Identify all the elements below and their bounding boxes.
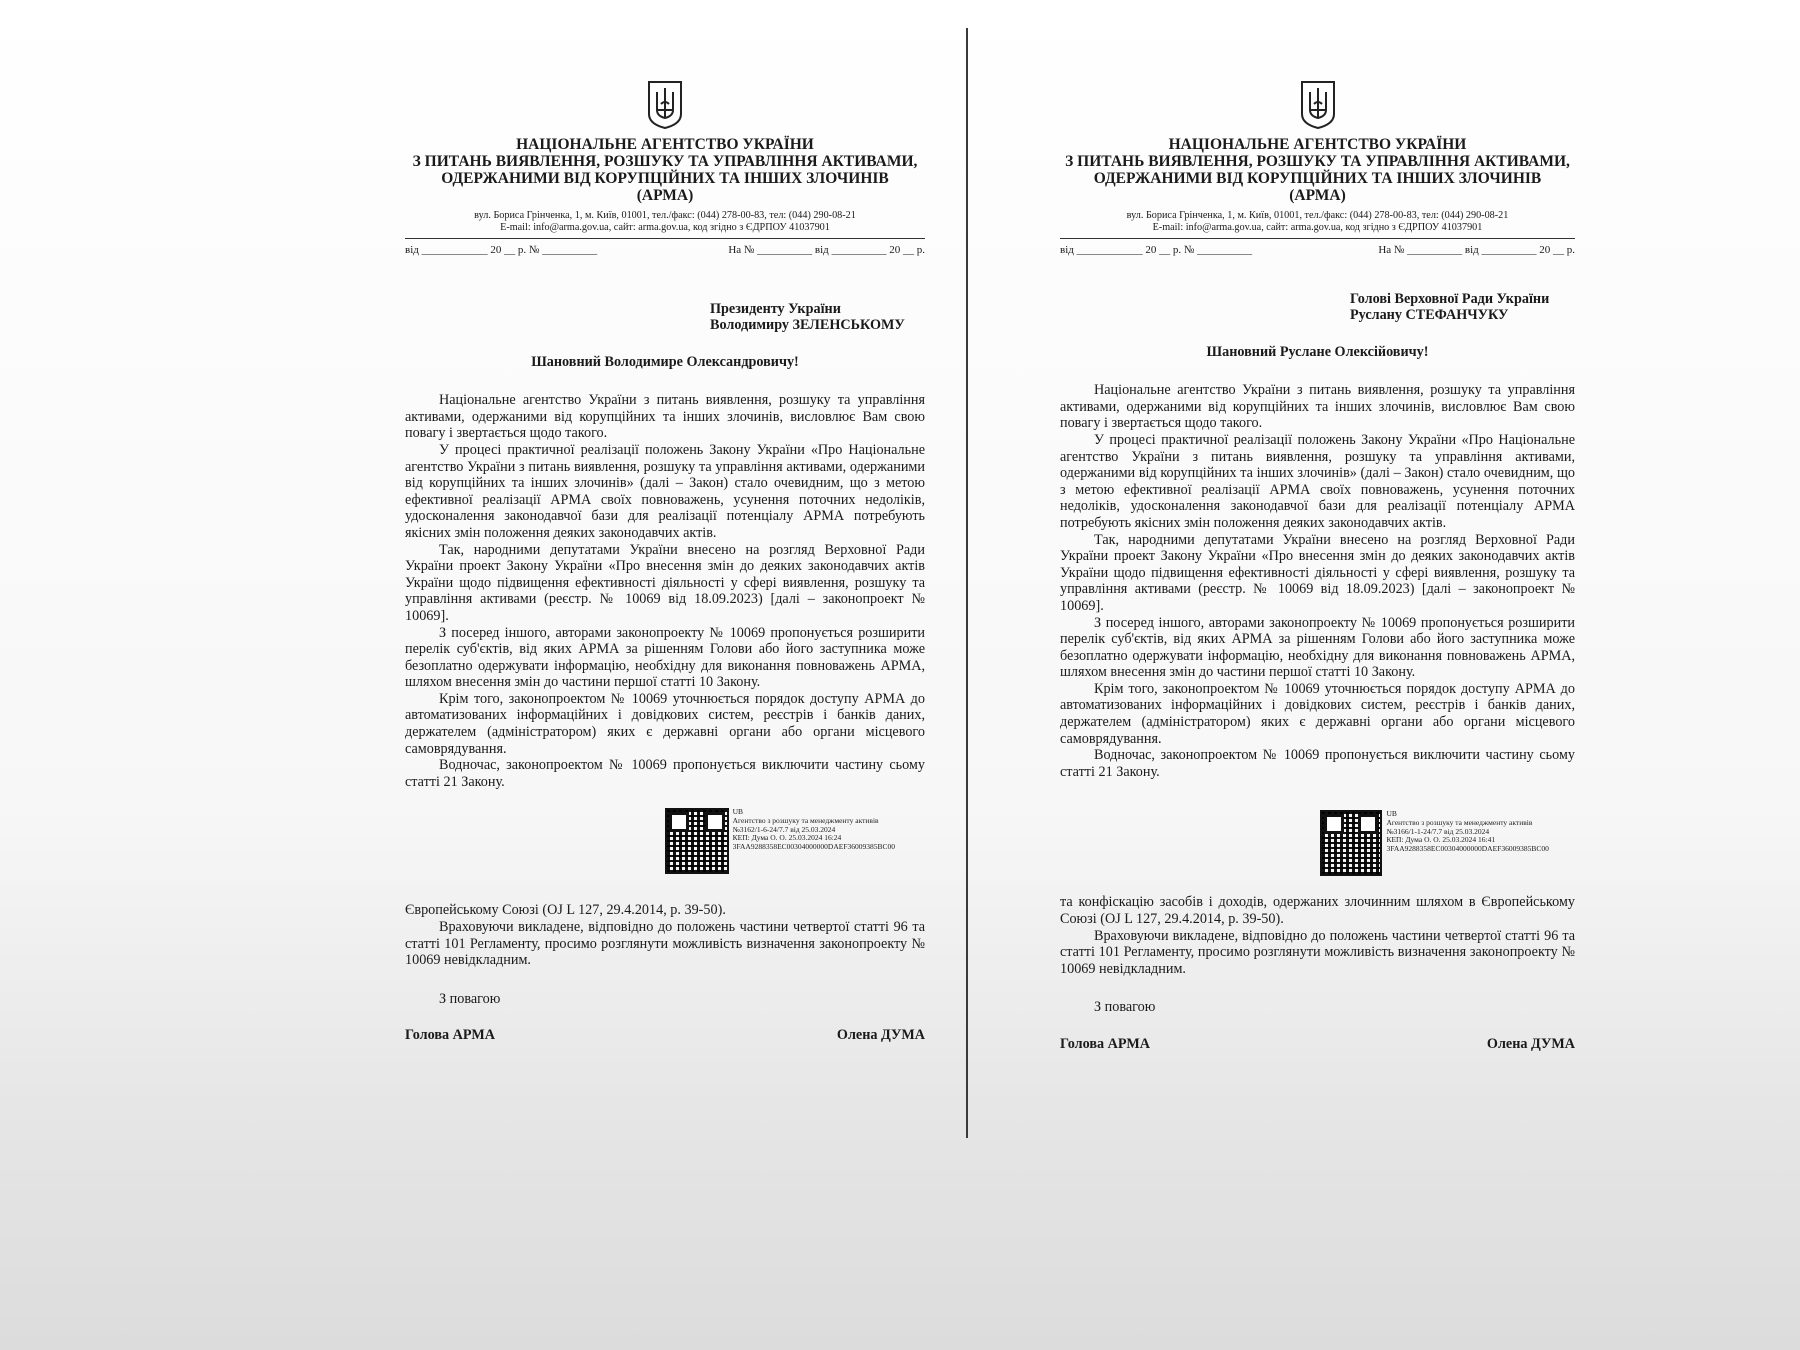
body-paragraph: З посеред іншого, авторами законопроекту № 10069 пропонується розширити перелік суб'єктів, від яких АРМА за рішенням Голови або його заступника може безоплатно одержувати інформацію, необхідну для виконання повноважень АРМА, шляхом внесення змін до частини першої статті 10 Закону.	[405, 624, 925, 691]
signature-details	[1386, 810, 1575, 853]
body-paragraph: Крім того, законопроектом № 10069 уточнюється порядок доступу АРМА до автоматизованих інформаційних і довідкових систем, реєстрів і банків даних, держателем (адміністратором) яких є державні органи або органи місцевого самоврядування.	[1060, 680, 1575, 747]
signature-details	[733, 808, 925, 851]
address-line: вул. Бориса Грінченка, 1, м. Київ, 01001, тел./факс: (044) 278-00-83, тел: (044) 290-08-21	[474, 210, 856, 221]
qr-code-icon	[1320, 810, 1382, 876]
incoming-reference: На № __________ від __________ 20 __ р.	[728, 244, 925, 256]
body-paragraph: Європейському Союзі (OJ L 127, 29.4.2014, p. 39-50).	[405, 902, 726, 919]
stamp-line: Агентство з розшуку та менеджменту активів	[732, 816, 879, 826]
incoming-reference: На № __________ від __________ 20 __ р.	[1378, 244, 1575, 256]
stamp-line: КЕП: Дума О. О. 25.03.2024 16:24	[732, 833, 842, 843]
stamp-line: КЕП: Дума О. О. 25.03.2024 16:41	[1386, 835, 1496, 845]
stamp-line: №3162/1-6-24/7.7 від 25.03.2024	[732, 824, 836, 834]
trident-emblem-icon	[645, 78, 685, 130]
org-line: (АРМА)	[636, 187, 694, 204]
body-paragraph: З посеред іншого, авторами законопроекту № 10069 пропонується розширити перелік суб'єктів, від яких АРМА за рішенням Голови або його заступника може безоплатно одержувати інформацію, необхідну для виконання повноважень АРМА, шляхом внесення змін до частини першої статті 10 Закону.	[1060, 614, 1575, 681]
registration-line	[405, 242, 925, 259]
body-paragraph: Водночас, законопроектом № 10069 пропонується виключити частину сьому статті 21 Закону.	[1060, 747, 1575, 780]
signature-block	[1060, 1036, 1575, 1053]
header-rule	[1060, 238, 1575, 239]
closing: З повагою	[1094, 999, 1156, 1016]
signer-title: Голова АРМА	[1060, 1036, 1150, 1052]
greeting: Шановний Володимире Олександровичу!	[531, 353, 799, 370]
letter-to-president	[405, 60, 925, 1044]
org-line: НАЦІОНАЛЬНЕ АГЕНТСТВО УКРАЇНИ	[1168, 136, 1467, 153]
org-line: НАЦІОНАЛЬНЕ АГЕНТСТВО УКРАЇНИ	[516, 136, 814, 153]
registration-line	[1060, 242, 1575, 259]
outgoing-number: від ____________ 20 __ р. № __________	[1060, 244, 1253, 256]
body-paragraph: Враховуючи викладене, відповідно до положень частини четвертої статті 96 та статті 101 Регламенту, просимо розглянути можливість визначення законопроекту № 10069 невідкладним.	[405, 919, 925, 969]
addressee-name: Володимиру ЗЕЛЕНСЬКОМУ	[710, 317, 905, 334]
addressee-name: Руслану СТЕФАНЧУКУ	[1350, 307, 1509, 324]
signature-block	[405, 1027, 925, 1044]
body-paragraph: Так, народними депутатами України внесено на розгляд Верховної Ради України проект Закону України «Про внесення змін до деяких законодавчих актів України щодо підвищення ефективності діяльності у сфері виявлення, розшуку та управління активами (реєстр. № 10069 від 18.09.2023) [далі – законопроект № 10069].	[405, 541, 925, 624]
stamp-line: UB	[1386, 809, 1397, 819]
email-line: E-mail: info@arma.gov.ua, сайт: arma.gov.ua, код згідно з ЄДРПОУ 41037901	[500, 222, 830, 233]
trident-emblem-icon	[1298, 78, 1338, 130]
org-name	[405, 136, 925, 204]
org-contacts	[405, 210, 925, 234]
addressee	[710, 301, 925, 334]
stamp-line: №3166/1-1-24/7.7 від 25.03.2024	[1386, 826, 1490, 836]
stamp-line: 3FAA9288358EC00304000000DAEF36009385BC00	[732, 841, 896, 851]
body-paragraph: Крім того, законопроектом № 10069 уточнюється порядок доступу АРМА до автоматизованих інформаційних і довідкових систем, реєстрів і банків даних, держателем (адміністратором) яких є державні органи або органи місцевого самоврядування.	[405, 690, 925, 757]
stamp-line: UB	[732, 807, 744, 817]
org-line: З ПИТАНЬ ВИЯВЛЕННЯ, РОЗШУКУ ТА УПРАВЛІННЯ АКТИВАМИ,	[1065, 153, 1570, 170]
org-line: ОДЕРЖАНИМИ ВІД КОРУПЦІЙНИХ ТА ІНШИХ ЗЛОЧИНІВ	[441, 170, 889, 187]
org-line: (АРМА)	[1289, 187, 1346, 204]
addressee-title: Голові Верховної Ради України	[1350, 290, 1550, 307]
email-line: E-mail: info@arma.gov.ua, сайт: arma.gov.ua, код згідно з ЄДРПОУ 41037901	[1152, 222, 1483, 233]
org-contacts	[1060, 210, 1575, 234]
body-paragraph: Національне агентство України з питань виявлення, розшуку та управління активами, одержаними від корупційних та інших злочинів, висловлює Вам свою повагу і звертається щодо такого.	[1060, 382, 1575, 432]
signer-title: Голова АРМА	[405, 1027, 495, 1044]
body-paragraph: Так, народними депутатами України внесено на розгляд Верховної Ради України проект Закону України «Про внесення змін до деяких законодавчих актів України щодо підвищення ефективності діяльності у сфері виявлення, розшуку та управління активами (реєстр. № 10069 від 18.09.2023) [далі – законопроект № 10069].	[1060, 531, 1575, 614]
addressee	[1350, 291, 1575, 324]
stamp-line: 3FAA9288358EC00304000000DAEF36009385BC00	[1386, 843, 1549, 853]
body-paragraph: та конфіскацію засобів і доходів, одержаних злочинним шляхом в Європейському Союзі (OJ L 127, 29.4.2014, p. 39-50).	[1060, 894, 1575, 928]
addressee-title: Президенту України	[710, 300, 841, 317]
e-signature-stamp	[1320, 810, 1575, 876]
body-paragraph: Враховуючи викладене, відповідно до положень частини четвертої статті 96 та статті 101 Регламенту, просимо розглянути можливість визначення законопроекту № 10069 невідкладним.	[1060, 927, 1575, 977]
letter-to-speaker	[1060, 60, 1575, 1053]
org-line: ОДЕРЖАНИМИ ВІД КОРУПЦІЙНИХ ТА ІНШИХ ЗЛОЧИНІВ	[1093, 170, 1542, 187]
greeting: Шановний Руслане Олексійовичу!	[1206, 343, 1429, 360]
e-signature-stamp	[665, 808, 925, 874]
signer-name: Олена ДУМА	[1486, 1036, 1575, 1052]
body-paragraph: Національне агентство України з питань виявлення, розшуку та управління активами, одержаними від корупційних та інших злочинів, висловлює Вам свою повагу і звертається щодо такого.	[405, 392, 925, 442]
page-divider	[966, 28, 968, 1138]
outgoing-number: від ____________ 20 __ р. № __________	[405, 244, 598, 256]
org-line: З ПИТАНЬ ВИЯВЛЕННЯ, РОЗШУКУ ТА УПРАВЛІННЯ АКТИВАМИ,	[412, 153, 918, 170]
stamp-line: Агентство з розшуку та менеджменту активів	[1386, 818, 1533, 828]
address-line: вул. Бориса Грінченка, 1, м. Київ, 01001, тел./факс: (044) 278-00-83, тел: (044) 290-08-21	[1126, 210, 1509, 221]
body-paragraph: Водночас, законопроектом № 10069 пропонується виключити частину сьому статті 21 Закону.	[405, 757, 925, 790]
header-rule	[405, 238, 925, 239]
body-paragraph: У процесі практичної реалізації положень Закону України «Про Національне агентство України з питань виявлення, розшуку та управління активами, одержаними від корупційних та інших злочинів» (далі – Закон) стало очевидним, що з метою ефективної реалізації АРМА своїх повноважень, усунення поточних недоліків, удосконалення законодавчої бази для реалізації потенціалу АРМА потребують якісних змін положення деяких законодавчих актів.	[405, 441, 925, 541]
body-paragraph: У процесі практичної реалізації положень Закону України «Про Національне агентство України з питань виявлення, розшуку та управління активами, одержаними від корупційних та інших злочинів» (далі – Закон) стало очевидним, що з метою ефективної реалізації АРМА своїх повноважень, усунення поточних недоліків, удосконалення законодавчої бази для реалізації потенціалу АРМА потребують якісних змін положення деяких законодавчих актів.	[1060, 431, 1575, 531]
signer-name: Олена ДУМА	[836, 1027, 925, 1044]
org-name	[1060, 136, 1575, 204]
closing: З повагою	[439, 990, 501, 1007]
qr-code-icon	[665, 808, 729, 874]
